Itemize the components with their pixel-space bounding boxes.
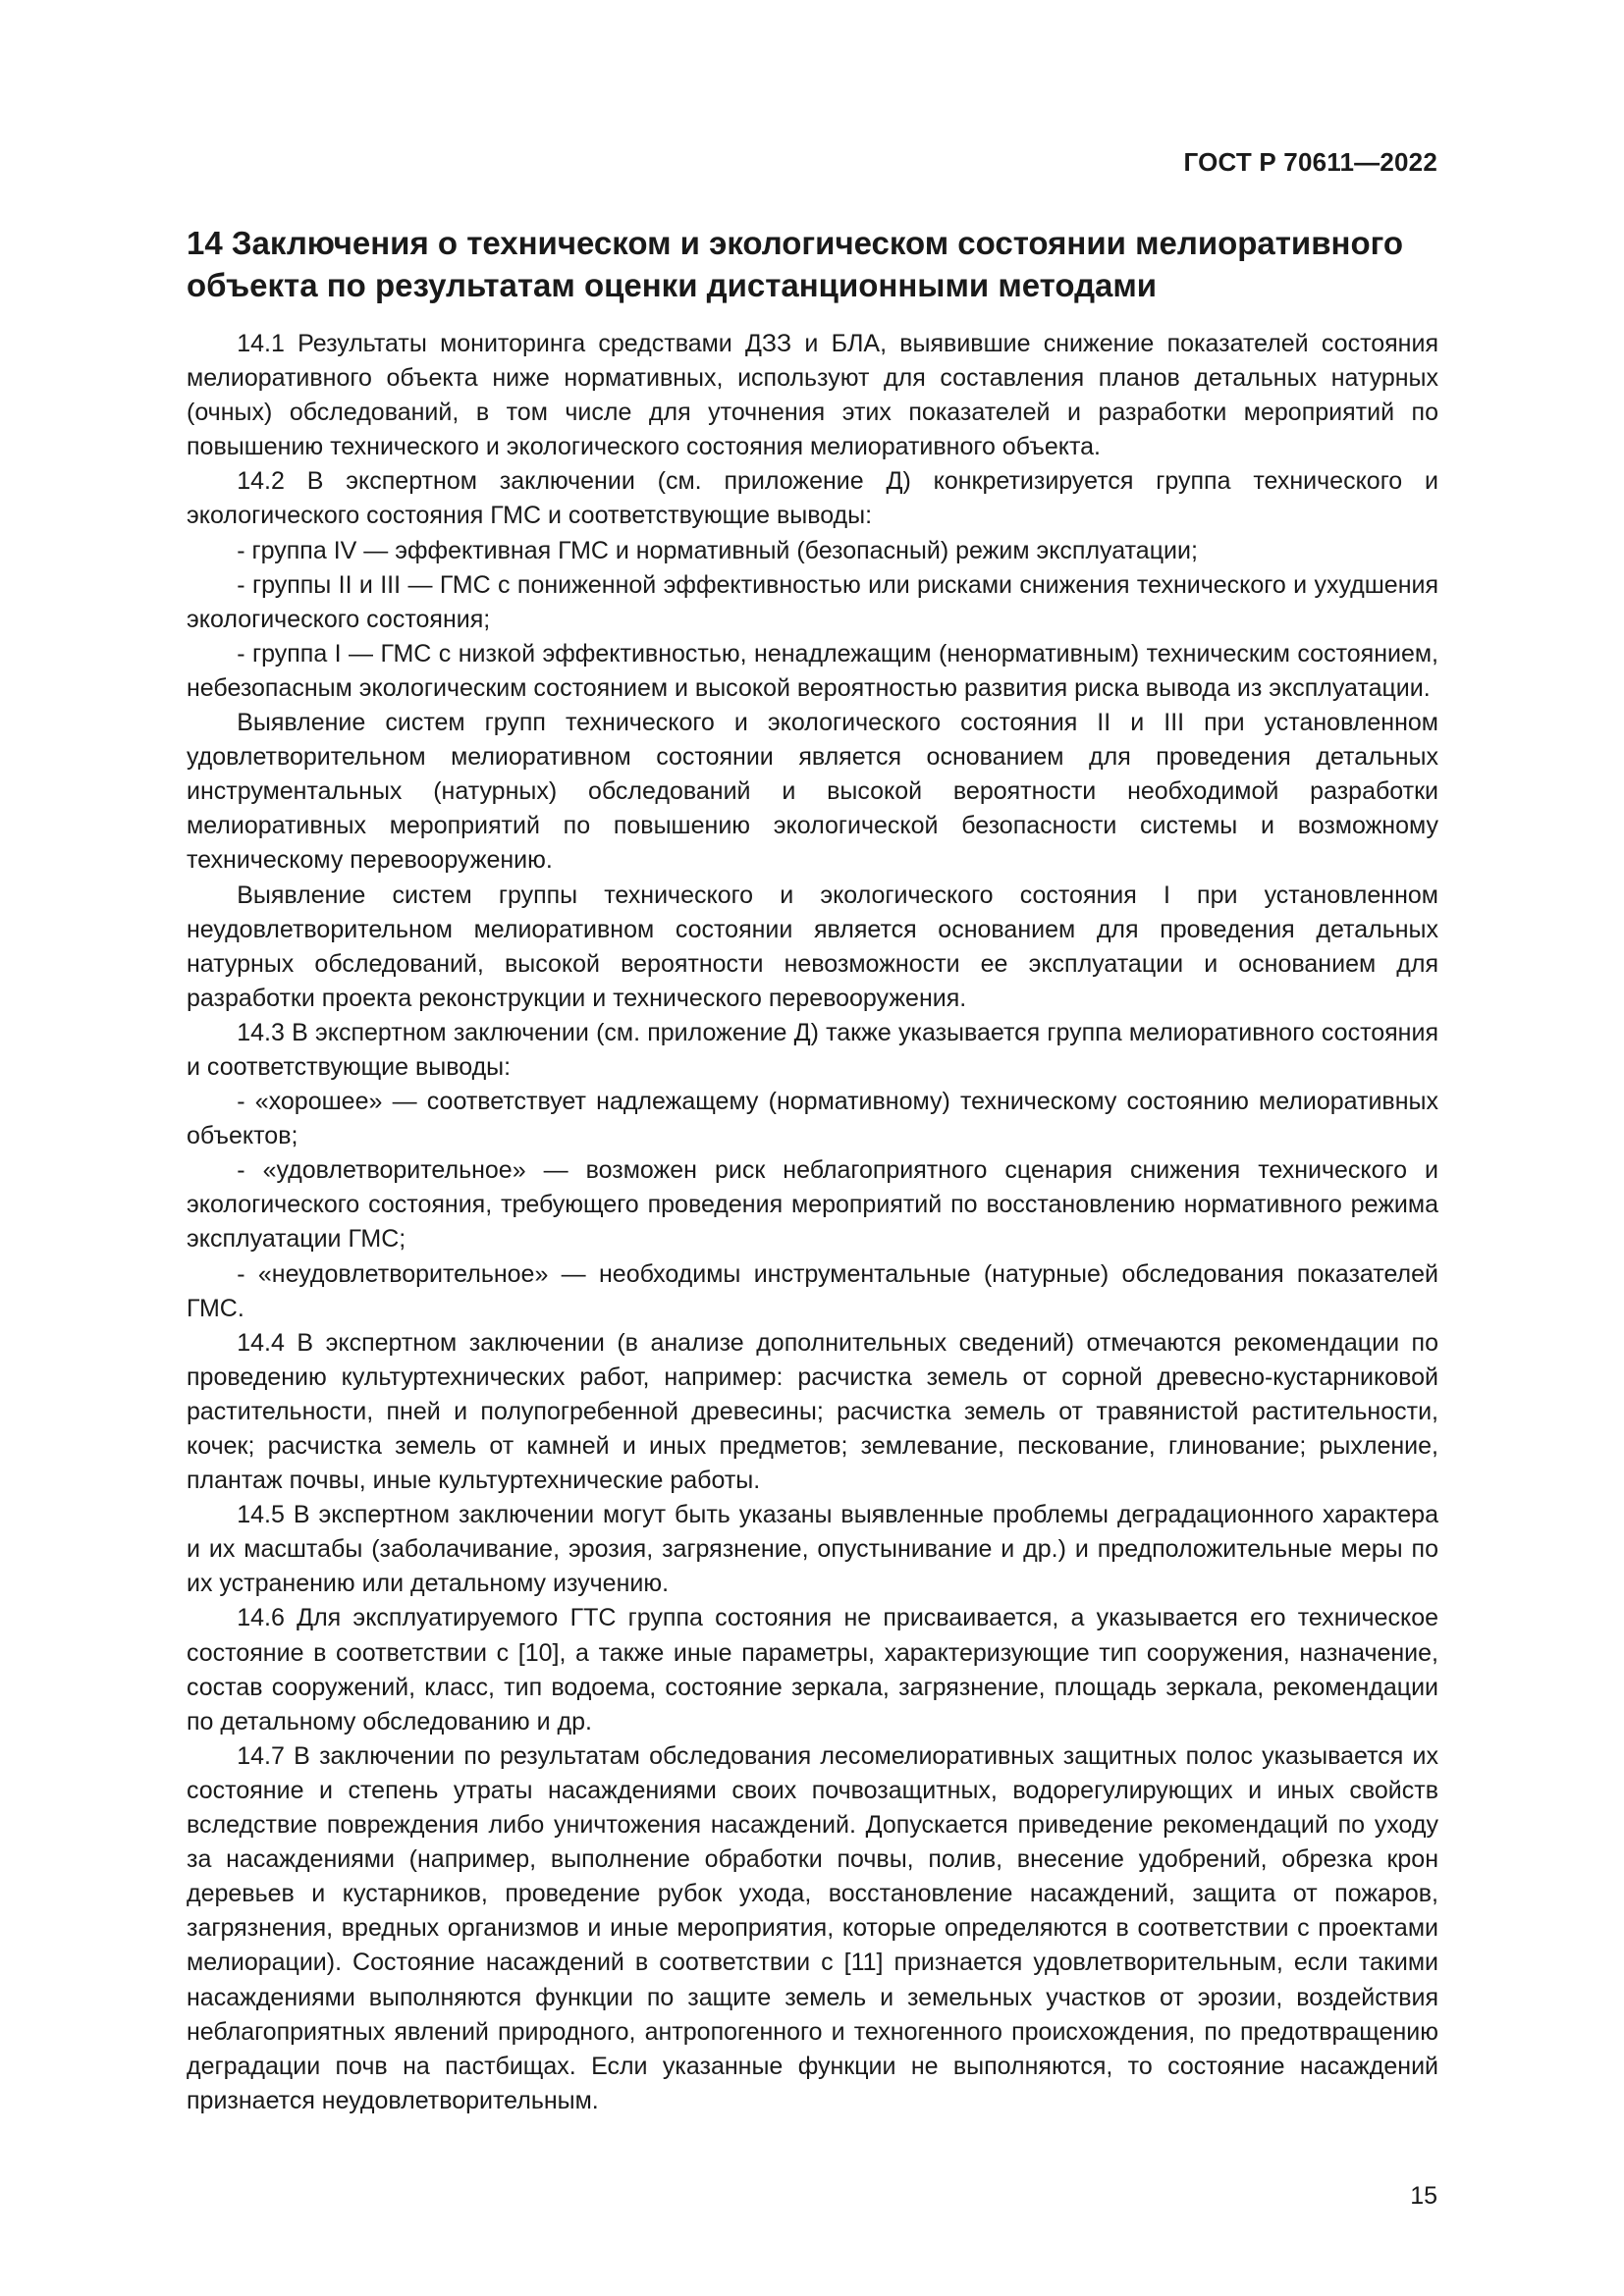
paragraph-14-3: 14.3 В экспертном заключении (см. приложение Д) также указывается группа мелиоративного состояния и соответствующие выводы: (187, 1018, 1438, 1081)
page-number: 15 (1410, 2182, 1437, 2210)
list-item-group-iv: - группа IV — эффективная ГМС и нормативный (безопасный) режим эксплуатации; (237, 536, 1198, 564)
document-code: ГОСТ Р 70611—2022 (1183, 147, 1437, 177)
list-item-groups-ii-iii: - группы II и III — ГМС с пониженной эффективностью или рисками снижения технического и ухудшения экологического состояния; (187, 570, 1438, 633)
paragraph-14-5: 14.5 В экспертном заключении могут быть указаны выявленные проблемы деградационного характера и их масштабы (заболачивание, эрозия, загрязнение, опустынивание и др.) и предположительные меры по их устранению или детальному изучению. (187, 1501, 1438, 1598)
list-item-unsatisfactory: - «неудовлетворительное» — необходимы инструментальные (натурные) обследования показателей ГМС. (187, 1259, 1438, 1322)
list-item-group-i: - группа I — ГМС с низкой эффективностью, ненадлежащим (ненормативным) техническим состоянием, небезопасным экологическим состоянием и высокой вероятностью развития риска вывода из эксплуатации. (187, 639, 1438, 702)
paragraph-14-4: 14.4 В экспертном заключении (в анализе дополнительных сведений) отмечаются рекомендации по проведению культуртехнических работ, например: расчистка земель от сорной древесно-кустарниковой растительности, пней и полупогребенной древесины; расчистка земель от травянистой растительности, кочек; расчистка земель от камней и иных предметов; землевание, пескование, глинование; рыхление, плантаж почвы, иные культуртехнические работы. (187, 1328, 1438, 1495)
paragraph-groups-ii-iii-detection: Выявление систем групп технического и экологического состояния II и III при установленном удовлетворительном мелиоративном состоянии является основанием для проведения детальных инструментальных (натурных) обследований и высокой вероятности необходимой разработки мелиоративных мероприятий по повышению экологической безопасности системы и возможному техническому перевооружению. (187, 709, 1438, 875)
list-item-satisfactory: - «удовлетворительное» — возможен риск неблагоприятного сценария снижения технического и экологического состояния, требующего проведения мероприятий по восстановлению нормативного режима эксплуатации ГМС; (187, 1156, 1438, 1254)
paragraph-14-6: 14.6 Для эксплуатируемого ГТС группа состояния не присваивается, а указывается его техническое состояние в соответствии с [10], а также иные параметры, характеризующие тип сооружения, назначение, состав сооружений, класс, тип водоема, состояние зеркала, загрязнение, площадь зеркала, рекомендации по детальному обследованию и др. (187, 1604, 1438, 1735)
paragraph-group-i-detection: Выявление систем группы технического и экологического состояния I при установленном неудовлетворительном мелиоративном состоянии является основанием для проведения детальных натурных обследований, высокой вероятности невозможности ее эксплуатации и основанием для разработки проекта реконструкции и технического перевооружения. (187, 881, 1438, 1012)
body-text (187, 327, 1438, 2118)
section-title: 14 Заключения о техническом и экологическом состоянии мелиоративного объекта по результатам оценки дистанционными методами (187, 225, 1404, 303)
paragraph-14-2: 14.2 В экспертном заключении (см. приложение Д) конкретизируется группа технического и экологического состояния ГМС и соответствующие выводы: (187, 467, 1438, 530)
paragraph-14-1: 14.1 Результаты мониторинга средствами ДЗЗ и БЛА, выявившие снижение показателей состояния мелиоративного объекта ниже нормативных, используют для составления планов детальных натурных (очных) обследований, в том числе для уточнения этих показателей и разработки мероприятий по повышению технического и экологического состояния мелиоративного объекта. (187, 330, 1438, 461)
paragraph-14-7: 14.7 В заключении по результатам обследования лесомелиоративных защитных полос указывается их состояние и степень утраты насаждениями своих почвозащитных, водорегулирующих и иных свойств вследствие повреждения либо уничтожения насаждений. Допускается приведение рекомендаций по уходу за насаждениями (например, выполнение обработки почвы, полив, внесение удобрений, обрезка крон деревьев и кустарников, проведение рубок ухода, восстановление насаждений, защита от пожаров, загрязнения, вредных организмов и иные мероприятия, которые определяются в соответствии с проектами мелиорации). Состояние насаждений в соответствии с [11] признается удовлетворительным, если такими насаждениями выполняются функции по защите земель и земельных участков от эрозии, воздействия неблагоприятных явлений природного, антропогенного и техногенного происхождения, по предотвращению деградации почв на пастбищах. Если указанные функции не выполняются, то состояние насаждений признается неудовлетворительным. (187, 1741, 1438, 2114)
list-item-good: - «хорошее» — соответствует надлежащему (нормативному) техническому состоянию мелиоративных объектов; (187, 1088, 1438, 1150)
